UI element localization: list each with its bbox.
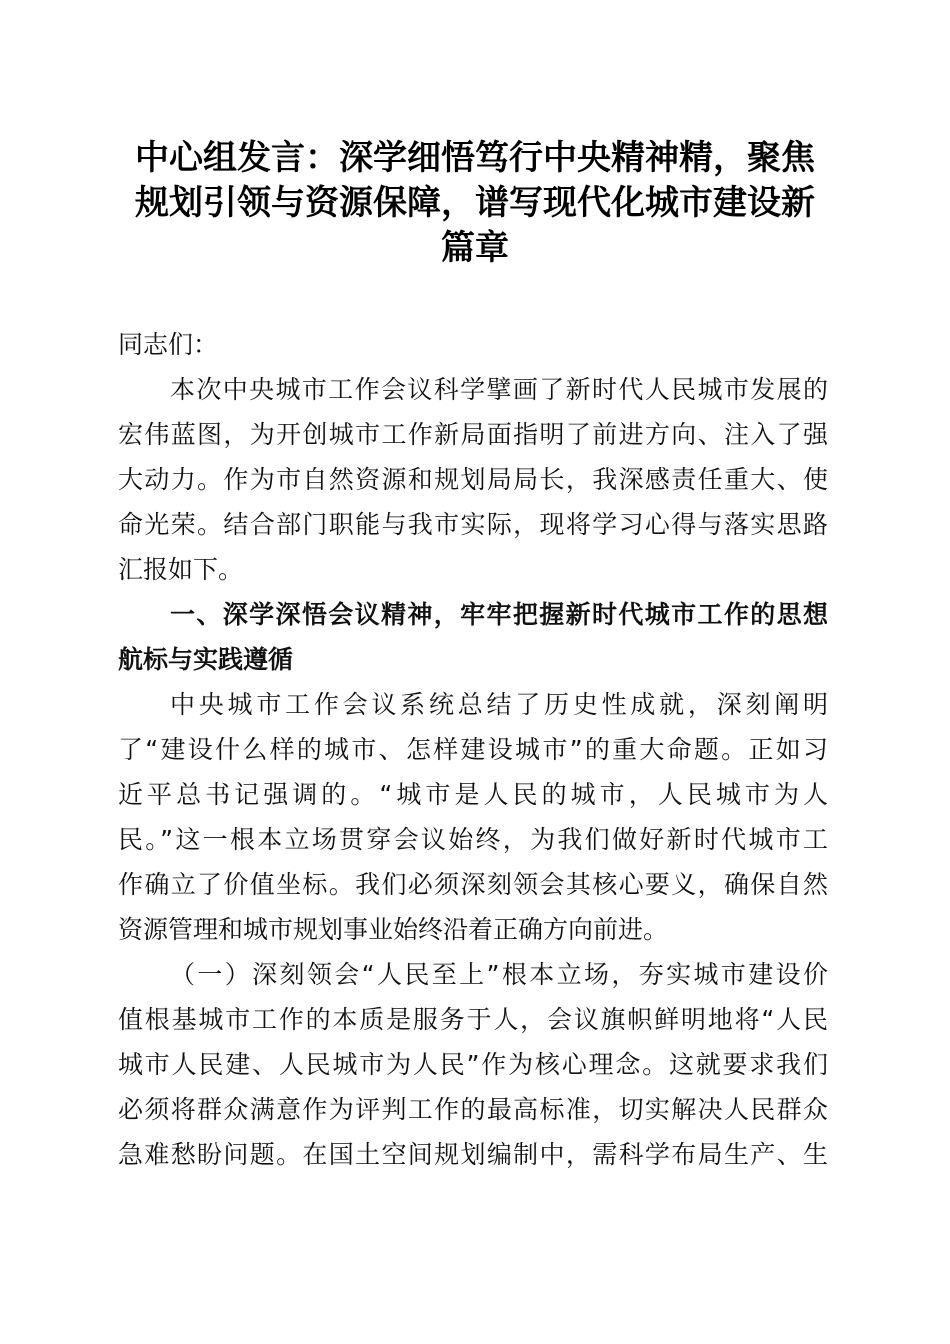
section-heading-1 [118, 592, 828, 682]
title-line: 中心组发言：深学细悟笃行中央精神精，聚焦 [135, 138, 815, 178]
paragraph-line: 资源管理和城市规划事业始终沿着正确方向前进。 [118, 915, 669, 944]
paragraph-line: （一）深刻领会“人民至上”根本立场，夯实城市建设价 [170, 960, 828, 989]
paragraph-line: 中央城市工作会议系统总结了历史性成就，深刻阐明 [170, 690, 828, 719]
paragraph-line: 命光荣。结合部门职能与我市实际，现将学习心得与落实思路 [118, 510, 828, 539]
paragraph-line: 大动力。作为市自然资源和规划局局长，我深感责任重大、使 [118, 465, 828, 494]
paragraph-line: 汇报如下。 [118, 555, 244, 584]
title-line: 篇章 [441, 228, 509, 268]
paragraph-line: 宏伟蓝图，为开创城市工作新局面指明了前进方向、注入了强 [118, 420, 828, 449]
paragraph-line: 急难愁盼问题。在国土空间规划编制中，需科学布局生产、生 [118, 1140, 828, 1169]
paragraph-section-1 [118, 682, 828, 952]
paragraph-line: 值根基城市工作的本质是服务于人，会议旗帜鲜明地将“人民 [118, 1005, 828, 1034]
paragraph-line: 本次中央城市工作会议科学擘画了新时代人民城市发展的 [170, 375, 828, 404]
paragraph-line: 城市人民建、人民城市为人民”作为核心理念。这就要求我们 [118, 1050, 828, 1079]
heading-line: 一、深学深悟会议精神，牢牢把握新时代城市工作的思想 [170, 600, 828, 629]
paragraph-subsection-1 [118, 952, 828, 1177]
paragraph-line: 了“建设什么样的城市、怎样建设城市”的重大命题。正如习 [118, 735, 828, 764]
greeting: 同志们： [118, 330, 219, 359]
heading-line: 航标与实践遵循 [118, 645, 294, 674]
paragraph-intro [118, 367, 828, 592]
paragraph-line: 近平总书记强调的。“城市是人民的城市，人民城市为人 [118, 780, 828, 809]
document-title [112, 136, 838, 271]
document-body [118, 322, 828, 1177]
title-line: 规划引领与资源保障，谱写现代化城市建设新 [135, 183, 815, 223]
paragraph-line: 民。”这一根本立场贯穿会议始终，为我们做好新时代城市工 [118, 825, 828, 854]
paragraph-line: 作确立了价值坐标。我们必须深刻领会其核心要义，确保自然 [118, 870, 828, 899]
paragraph-line: 必须将群众满意作为评判工作的最高标准，切实解决人民群众 [118, 1095, 828, 1124]
